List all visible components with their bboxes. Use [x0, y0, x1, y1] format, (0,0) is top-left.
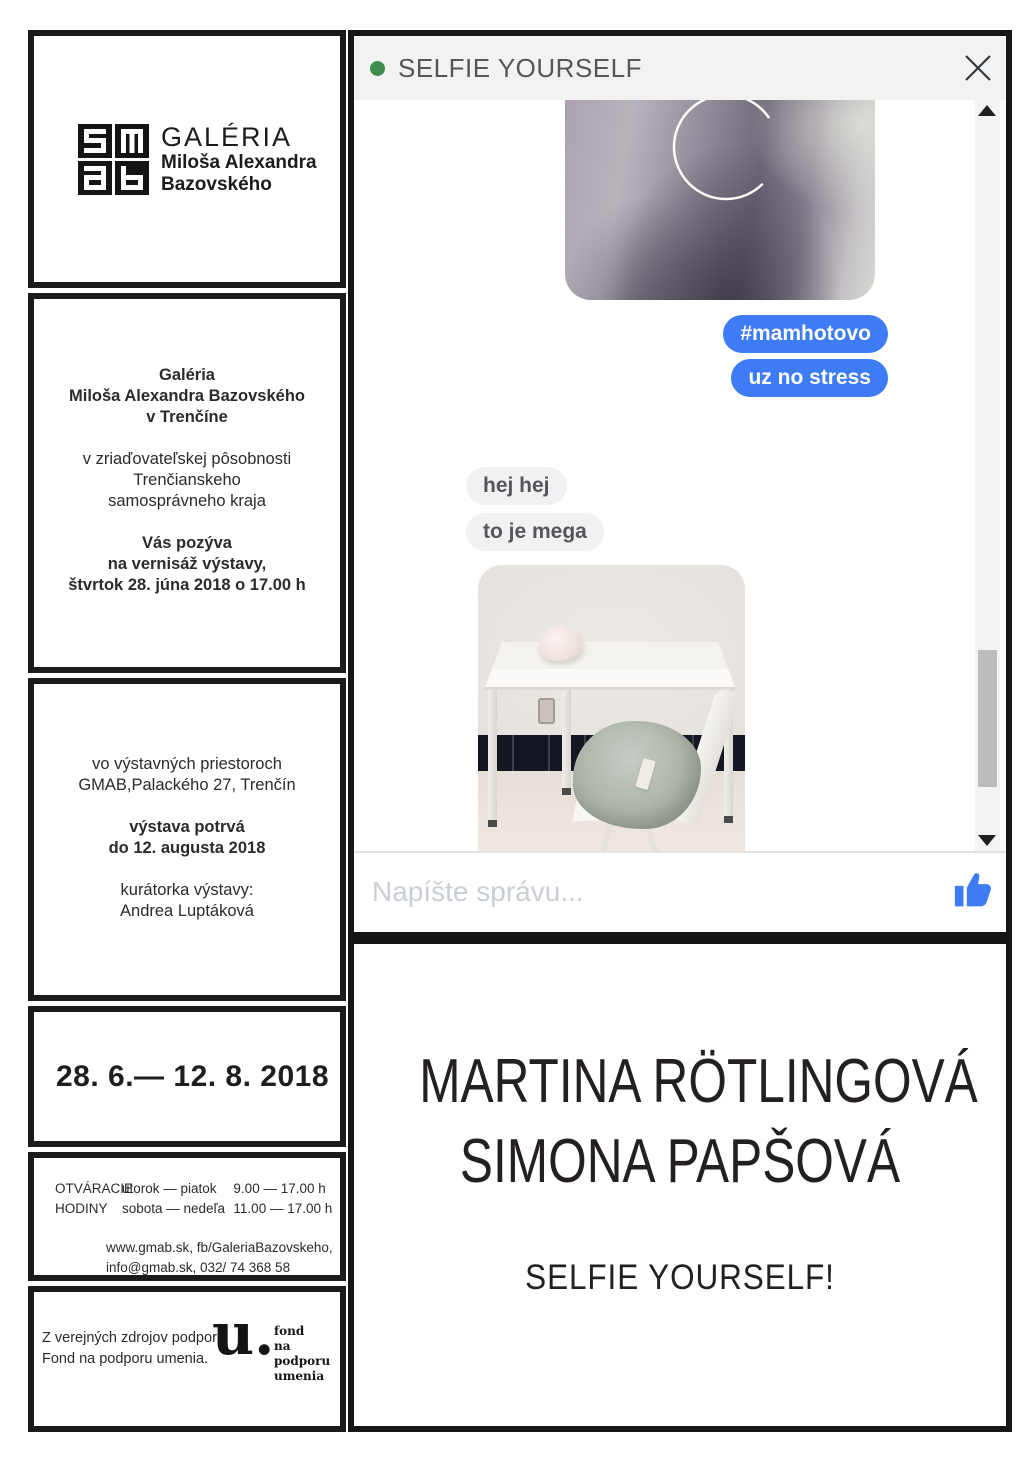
text-line: OTVÁRACIE [55, 1181, 134, 1196]
chat-input-row [354, 851, 1006, 932]
text-line: Galéria [159, 366, 215, 384]
text-line: samosprávneho kraja [108, 492, 266, 510]
table-leg-shape [562, 683, 571, 795]
gallery-name-line2: Miloša Alexandra [161, 152, 317, 173]
text-line: 11.00 — 17.00 h [233, 1201, 333, 1216]
sent-message-bubble: #mamhotovo [723, 315, 888, 353]
text-line: HODINY [55, 1201, 108, 1216]
gallery-logo-box [28, 30, 346, 288]
text-line: do 12. augusta 2018 [108, 839, 266, 857]
chat-message-area[interactable] [354, 100, 1006, 853]
text-line: Z verejných zdrojov podporil [42, 1330, 224, 1346]
venue-box [28, 678, 346, 1001]
exhibition-duration [34, 817, 340, 859]
fond-na-podporu-umenia-logo: u. [212, 1300, 275, 1368]
funding-box [28, 1286, 346, 1432]
text-line: 9.00 — 17.00 h [233, 1181, 326, 1196]
received-message-bubble: to je mega [466, 513, 604, 551]
artist-name-1: MARTINA RÖTLINGOVÁ [419, 1047, 978, 1116]
thumbs-up-icon[interactable] [948, 867, 996, 915]
chat-title: SELFIE YOURSELF [398, 52, 642, 83]
gallery-contact [34, 1238, 340, 1278]
text-line: na vernisáž výstavy, [107, 555, 267, 573]
vernissage-invite [34, 533, 340, 596]
hours-times [233, 1179, 340, 1219]
venue-address [34, 754, 340, 796]
opening-hours-box [28, 1152, 346, 1281]
text-line: utorok — piatok [122, 1181, 217, 1196]
tabletop-shape [484, 642, 736, 690]
scrollbar-thumb[interactable] [978, 650, 997, 787]
title-panel [348, 938, 1012, 1432]
denim-jacket-shape [573, 721, 701, 829]
text-line: umenia [274, 1369, 325, 1383]
gmab-monogram-icon [78, 124, 149, 195]
scroll-down-arrow-icon[interactable] [978, 835, 996, 846]
text-line: GMAB,Palackého 27, Trenčín [78, 776, 296, 794]
text-line: fond [274, 1324, 305, 1338]
text-line: v Trenčíne [146, 408, 228, 426]
chat-window [348, 30, 1012, 938]
text-line: Miloša Alexandra Bazovského [69, 387, 305, 405]
text-line: vo výstavných priestoroch [92, 755, 282, 773]
sculpture-shape [538, 627, 582, 661]
artist-name-2: SIMONA PAPŠOVÁ [459, 1127, 901, 1196]
gallery-wordmark [161, 122, 317, 196]
received-message-bubble: hej hej [466, 467, 567, 505]
invitation-box [28, 293, 346, 673]
founding-authority [34, 449, 340, 512]
close-icon[interactable] [958, 48, 998, 88]
fond-logo-text [274, 1324, 340, 1384]
website-fb-line: www.gmab.sk, fb/GaleriaBazovskeho, [106, 1240, 333, 1255]
text-line: Andrea Luptáková [120, 902, 254, 920]
text-line: výstava potrvá [129, 818, 245, 836]
exhibition-dates: 28. 6.— 12. 8. 2018 [56, 1059, 330, 1093]
blurry-selfie-photo-message[interactable] [565, 100, 875, 300]
gallery-name-line3: Bazovského [161, 174, 272, 195]
funding-credit [42, 1328, 223, 1370]
chat-header [354, 36, 1006, 100]
dates-box [28, 1006, 346, 1147]
outlet-shape [538, 698, 555, 724]
text-line: na podporu [274, 1339, 331, 1368]
text-line: v zriaďovateľskej pôsobnosti [82, 450, 292, 468]
gallery-full-name [34, 365, 340, 428]
text-line: Vás pozýva [142, 534, 232, 552]
exhibition-title: SELFIE YOURSELF! [525, 1258, 835, 1297]
table-chair-photo-message[interactable] [478, 565, 745, 851]
online-dot-icon [370, 61, 385, 76]
opening-hours-table [55, 1179, 340, 1219]
chat-scrollbar[interactable] [975, 100, 1000, 851]
sent-message-bubble: uz no stress [731, 359, 888, 397]
text-line: Fond na podporu umenia. [42, 1351, 209, 1367]
white-circle-arc [565, 100, 875, 300]
table-leg-shape [488, 685, 497, 827]
scroll-up-arrow-icon[interactable] [978, 105, 996, 116]
gallery-name: GALÉRIA [161, 122, 293, 152]
text-line: Trenčianskeho [133, 471, 241, 489]
text-line: kurátorka výstavy: [120, 881, 254, 899]
email-phone-line: info@gmab.sk, 032/ 74 368 58 [106, 1260, 291, 1275]
text-line: sobota — nedeľa [122, 1201, 226, 1216]
artist-names [354, 944, 1006, 1202]
message-input[interactable] [370, 875, 804, 909]
jacket-tag-shape [635, 758, 656, 790]
hours-days [122, 1179, 233, 1219]
curator-credit [34, 880, 340, 922]
text-line: štvrtok 28. júna 2018 o 17.00 h [68, 576, 306, 594]
hours-label [55, 1179, 134, 1219]
